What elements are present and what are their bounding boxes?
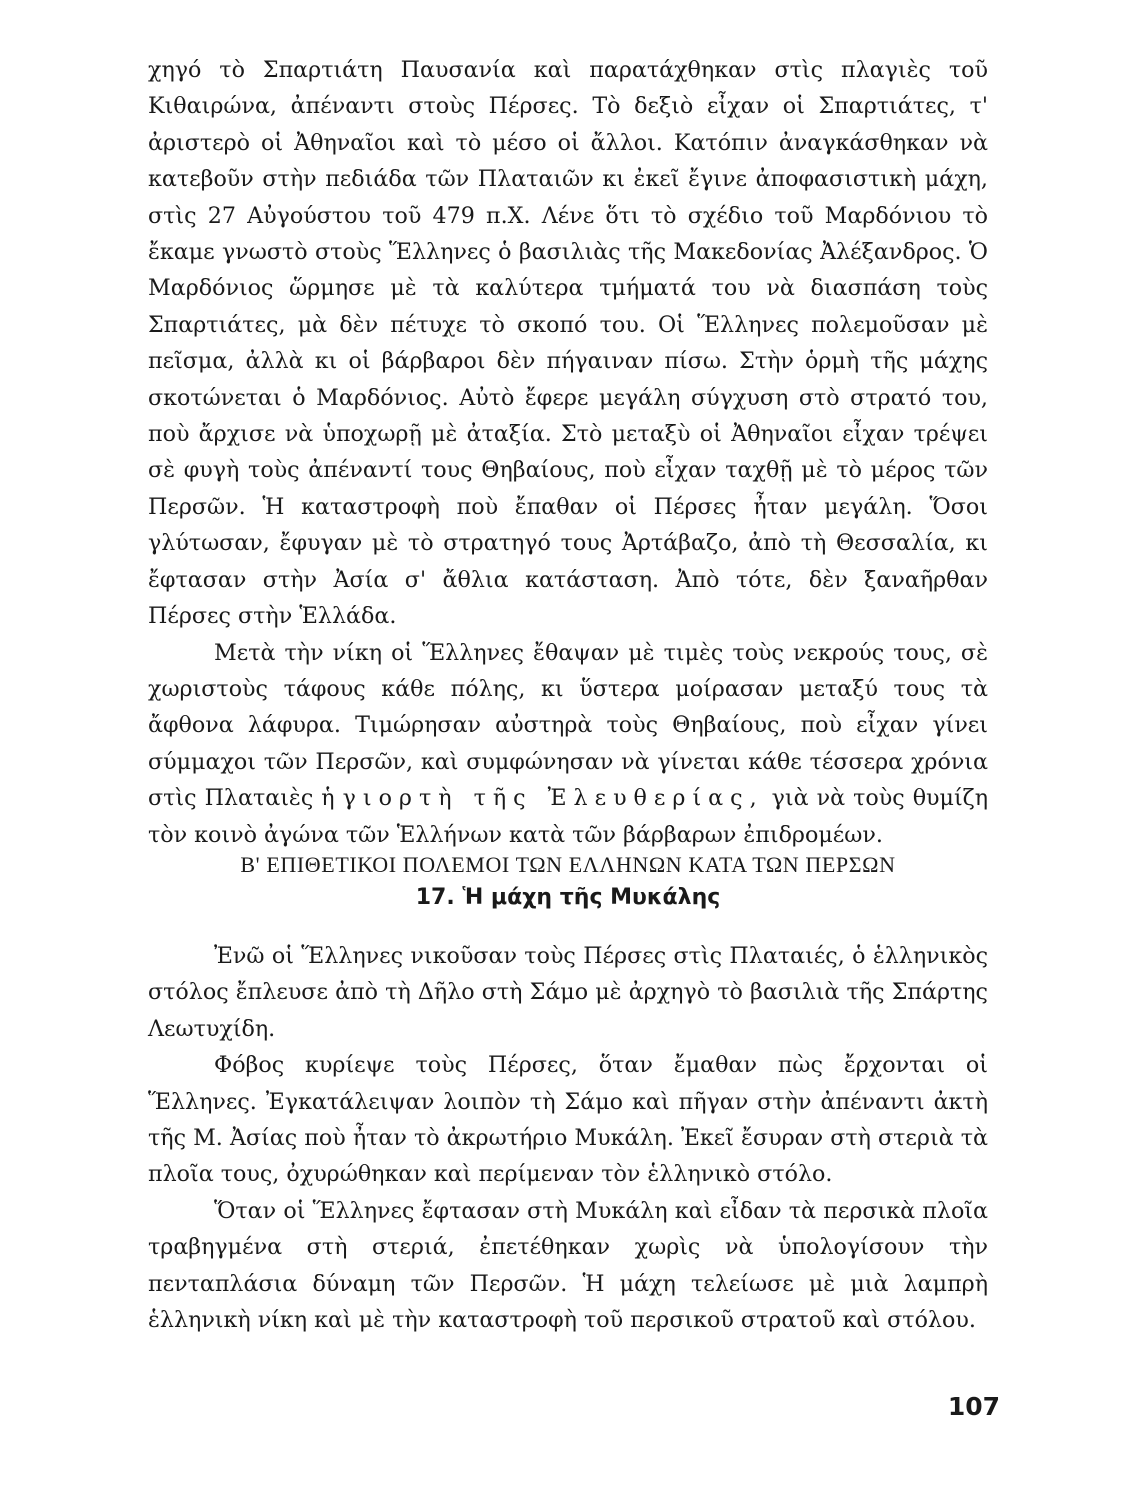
paragraph-after-victory xyxy=(148,635,988,853)
page-number: 107 xyxy=(947,1392,1000,1421)
body-text-bottom xyxy=(148,938,988,1338)
paragraph-battle-of-mycale: Ὅταν οἱ Ἕλληνες ἔφτασαν στὴ Μυκάλη καὶ εἶδαν τὰ περσικὰ πλοῖα τραβηγμένα στὴ στεριά, ἐπετέθηκαν χωρὶς νὰ ὑπολογίσουν τὴν πενταπλάσια δύναμη τῶν Περσῶν. Ἡ μάχη τελείωσε μὲ μιὰ λαμπρὴ ἑλληνικὴ νίκη καὶ μὲ τὴν καταστροφὴ τοῦ περσικοῦ στρατοῦ καὶ στόλου. xyxy=(148,1197,988,1334)
section-heading: Β' ΕΠΙΘΕΤΙΚΟΙ ΠΟΛΕΜΟΙ ΤΩΝ ΕΛΛΗΝΩΝ ΚΑΤΑ ΤΩΝ ΠΕΡΣΩΝ xyxy=(240,852,896,877)
spaced-emphasis-festival: γιορτὴ τῆς Ἐλευθερίας, xyxy=(342,785,764,812)
paragraph-persian-fear: Φόβος κυρίεψε τοὺς Πέρσες, ὅταν ἔμαθαν πὼς ἔρχονται οἱ Ἕλληνες. Ἐγκατάλειψαν λοιπὸν τὴ Σάμο καὶ πῆγαν στὴν ἀπέναντι ἀκτὴ τῆς Μ. Ἀσίας ποὺ ἦταν τὸ ἀκρωτήριο Μυκάλη. Ἐκεῖ ἔσυραν στὴ στεριὰ τὰ πλοῖα τους, ὀχυρώθηκαν καὶ περίμεναν τὸν ἑλληνικὸ στόλο. xyxy=(148,1052,988,1188)
chapter-title: 17. Ἡ μάχη τῆς Μυκάλης xyxy=(415,885,721,910)
paragraph-after-victory-end: γιὰ νὰ τοὺς θυμίζη τὸν κοινὸ ἀγώνα τῶν Ἑλλήνων κατὰ τῶν βάρβαρων ἐπιδρομέων. xyxy=(148,785,988,848)
paragraph-fleet-to-samos: Ἐνῶ οἱ Ἕλληνες νικοῦσαν τοὺς Πέρσες στὶς Πλαταιές, ὁ ἑλληνικὸς στόλος ἔπλευσε ἀπὸ τὴ Δῆλο στὴ Σάμο μὲ ἀρχηγὸ τὸ βασιλιὰ τῆς Σπάρτης Λεωτυχίδη. xyxy=(148,943,988,1042)
paragraph-battle-of-plataea: χηγό τὸ Σπαρτιάτη Παυσανία καὶ παρατάχθηκαν στὶς πλαγιὲς τοῦ Κιθαιρώνα, ἀπέναντι στοὺς Πέρσες. Τὸ δεξιὸ εἶχαν οἱ Σπαρτιάτες, τ' ἀριστερὸ οἱ Ἀθηναῖοι καὶ τὸ μέσο οἱ ἄλλοι. Κατόπιν ἀναγκάσθηκαν νὰ κατεβοῦν στὴν πεδιάδα τῶν Πλαταιῶν κι ἐκεῖ ἔγινε ἀποφασιστικὴ μάχη, στὶς 27 Αὐγούστου τοῦ 479 π.Χ. Λένε ὅτι τὸ σχέδιο τοῦ Μαρδόνιου τὸ ἔκαμε γνωστὸ στοὺς Ἕλληνες ὁ βασιλιὰς τῆς Μακεδονίας Ἀλέξανδρος. Ὁ Μαρδόνιος ὥρμησε μὲ τὰ καλύτερα τμήματά του νὰ διασπάση τοὺς Σπαρτιάτες, μὰ δὲν πέτυχε τὸ σκοπό του. Οἱ Ἕλληνες πολεμοῦσαν μὲ πεῖσμα, ἀλλὰ κι οἱ βάρβαροι δὲν πήγαιναν πίσω. Στὴν ὁρμὴ τῆς μάχης σκοτώνεται ὁ Μαρδόνιος. Αὐτὸ ἔφερε μεγάλη σύγχυση στὸ στρατό του, ποὺ ἄρχισε νὰ ὑποχωρῇ μὲ ἀταξία. Στὸ μεταξὺ οἱ Ἀθηναῖοι εἶχαν τρέψει σὲ φυγὴ τοὺς ἀπέναντί τους Θηβαίους, ποὺ εἶχαν ταχθῇ μὲ τὸ μέρος τῶν Περσῶν. Ἡ καταστροφὴ ποὺ ἔπαθαν οἱ Πέρσες ἦταν μεγάλη. Ὅσοι γλύτωσαν, ἔφυγαν μὲ τὸ στρατηγό τους Ἀρτάβαζο, ἀπὸ τὴ Θεσσαλία, κι ἔφτασαν στὴν Ἀσία σ' ἄθλια κατάσταση. Ἀπὸ τότε, δὲν ξαναῆρθαν Πέρσες στὴν Ἑλλάδα. xyxy=(148,57,988,630)
body-text-top xyxy=(148,52,988,853)
paragraph-after-victory-start: Μετὰ τὴν νίκη οἱ Ἕλληνες ἔθαψαν μὲ τιμὲς τοὺς νεκρούς τους, σὲ χωριστοὺς τάφους κάθε πόλης, κι ὕστερα μοίρασαν μεταξύ τους τὰ ἄφθονα λάφυρα. Τιμώρησαν αὐστηρὰ τοὺς Θηβαίους, ποὺ εἶχαν γίνει σύμμαχοι τῶν Περσῶν, καὶ συμφώνησαν νὰ γίνεται κάθε τέσσερα χρόνια στὶς Πλαταιὲς ἡ xyxy=(148,639,988,812)
